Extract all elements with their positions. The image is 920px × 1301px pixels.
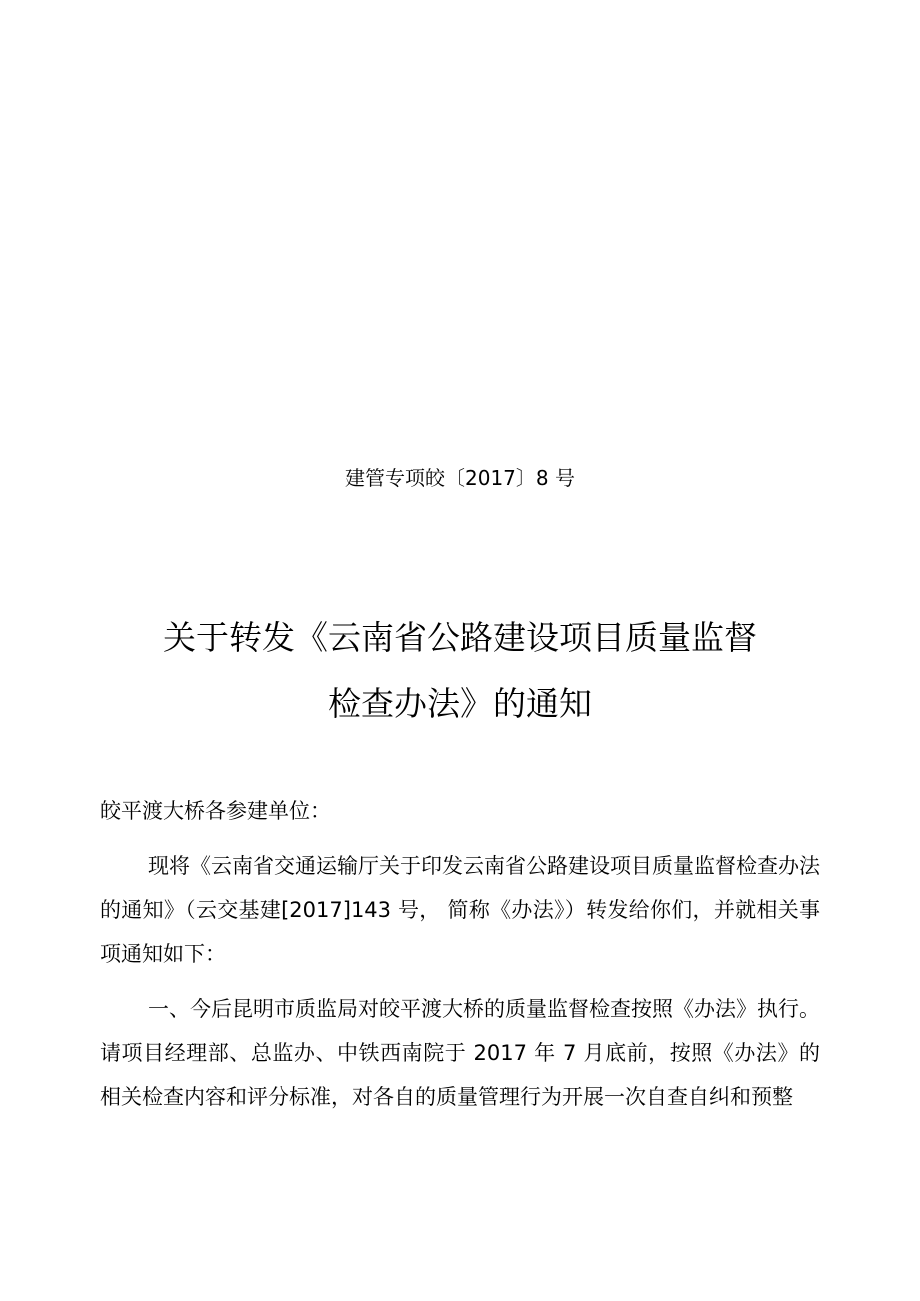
document-title-line-1: 关于转发《云南省公路建设项目质量监督 xyxy=(163,618,757,657)
salutation: 皎平渡大桥各参建单位： xyxy=(100,799,331,823)
body-paragraph-2: 一、今后昆明市质监局对皎平渡大桥的质量监督检查按照《办法》执行。请项目经理部、总监办、中铁西南院于 2017 年 7 月底前，按照《办法》的相关检查内容和评分标准，对各自的质量管理行为开展一次自查自纠和预整 xyxy=(100,997,820,1109)
document-title-line-2: 检查办法》的通知 xyxy=(328,684,592,723)
document-title xyxy=(0,605,920,737)
document-number: 建管专项皎〔2017〕8 号 xyxy=(345,466,575,490)
body-paragraph-1: 现将《云南省交通运输厅关于印发云南省公路建设项目质量监督检查办法的通知》（云交基建[2017]143 号， 简称《办法》）转发给你们，并就相关事项通知如下： xyxy=(100,854,820,966)
